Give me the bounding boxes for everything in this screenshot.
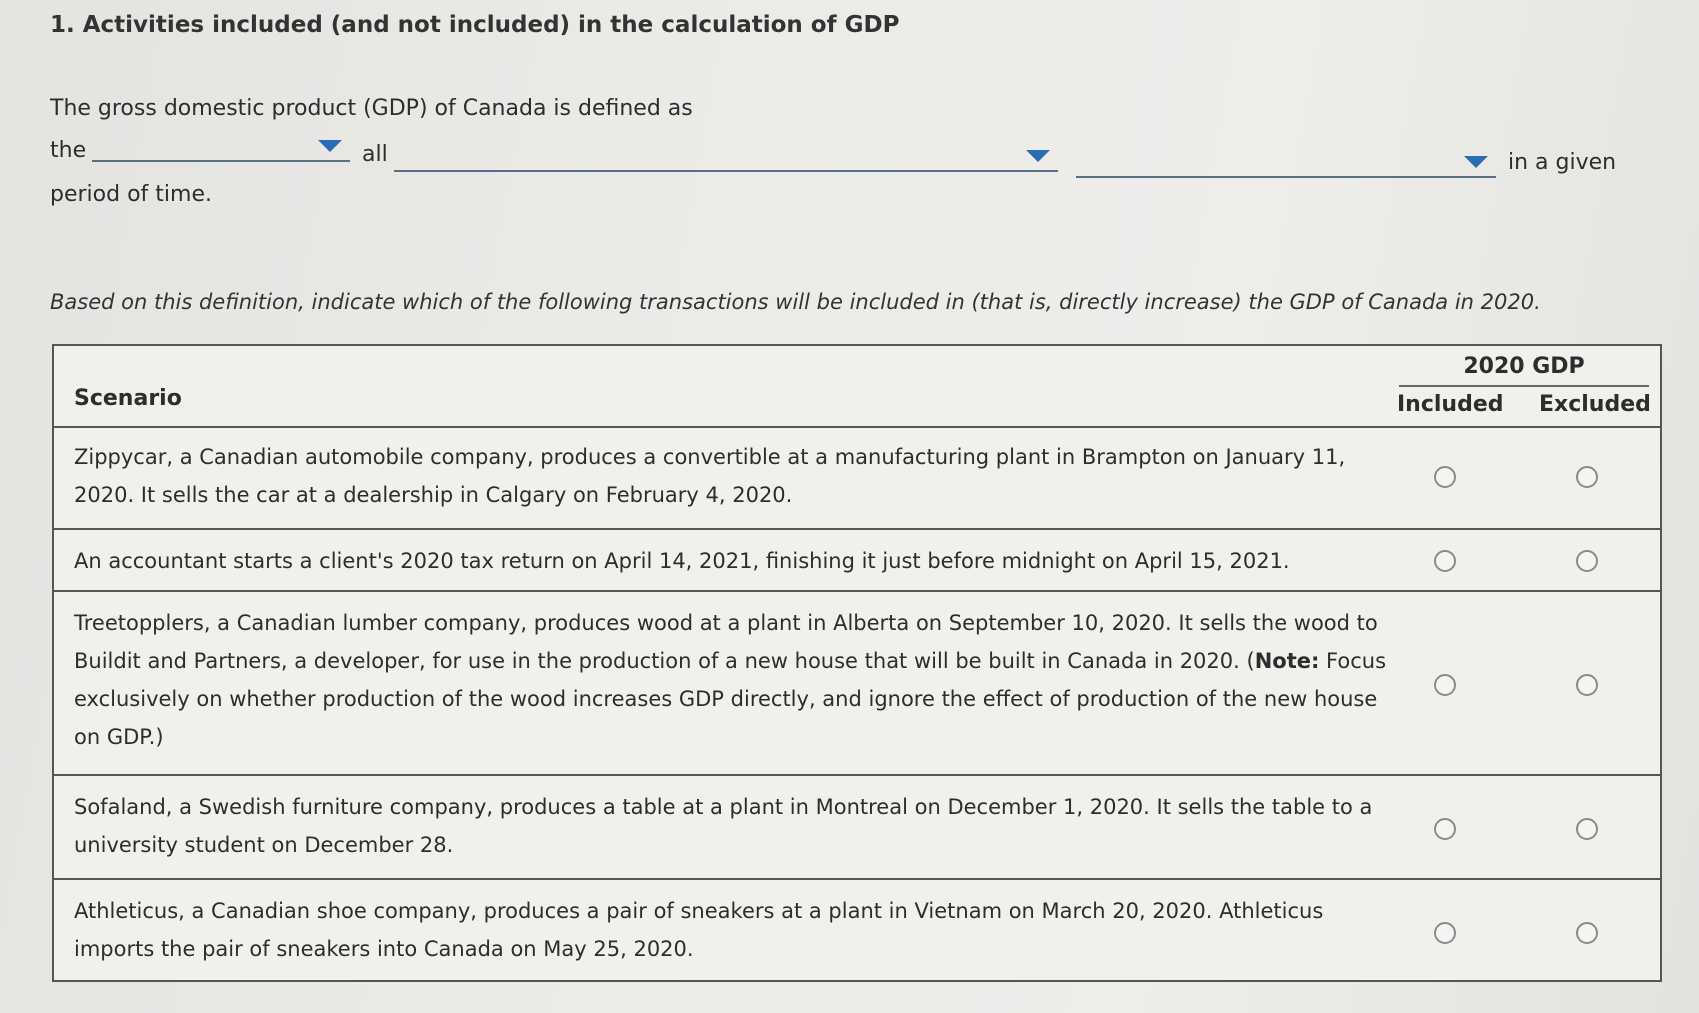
included-radio[interactable] [1434,922,1456,944]
excluded-header: Excluded [1539,392,1651,417]
note-label: Note: [1254,649,1320,673]
excluded-radio[interactable] [1576,922,1598,944]
gdp-table [52,344,1662,982]
table-header [54,346,1660,428]
scenario-text: An accountant starts a client's 2020 tax return on April 14, 2021, finishing it just before midnight on April 15, 2021. [74,549,1290,573]
scenario-text [74,604,1394,756]
included-radio[interactable] [1434,818,1456,840]
definition-dropdown-1[interactable] [92,130,350,162]
scenario-text-part: Treetopplers, a Canadian lumber company, produces wood at a plant in Alberta on September 10, 2020. It sells the wood to Buildit and Partners, a developer, for use in the production of a new house that will be built in Canada in 2020. ( [74,611,1378,673]
table-row [54,530,1660,592]
table-row [54,426,1660,530]
table-row [54,592,1660,776]
gdp-group-header: 2020 GDP [1399,354,1649,387]
included-radio[interactable] [1434,466,1456,488]
table-row [54,880,1660,980]
definition-word-in-given: in a given [1508,150,1617,175]
scenario-header: Scenario [74,386,182,411]
excluded-radio[interactable] [1576,550,1598,572]
definition-dropdown-2[interactable] [394,140,1058,172]
scenario-text: Zippycar, a Canadian automobile company, produces a convertible at a manufacturing plant in Brampton on January 11, 2020. It sells the car at a dealership in Calgary on February 4, 2020. [74,445,1346,507]
included-radio[interactable] [1434,674,1456,696]
caret-down-icon [318,140,342,152]
definition-word-the: the [50,138,87,163]
caret-down-icon [1464,156,1488,168]
excluded-radio[interactable] [1576,674,1598,696]
caret-down-icon [1026,150,1050,162]
definition-text: The gross domestic product (GDP) of Canada is defined as [50,96,693,121]
included-header: Included [1397,392,1504,417]
definition-dropdown-3[interactable] [1076,146,1496,178]
definition-word-all: all [362,142,388,167]
excluded-radio[interactable] [1576,466,1598,488]
scenario-text: Athleticus, a Canadian shoe company, produces a pair of sneakers at a plant in Vietnam on March 20, 2020. Athleticus imports the pair of sneakers into Canada on May 25, 2020. [74,899,1324,961]
included-radio[interactable] [1434,550,1456,572]
definition-word-period: period of time. [50,182,212,207]
table-row [54,776,1660,880]
instructions: Based on this definition, indicate which of the following transactions will be included in (that is, directly increase) the GDP of Canada in 2020. [50,290,1541,314]
scenario-text: Sofaland, a Swedish furniture company, produces a table at a plant in Montreal on December 1, 2020. It sells the table to a university student on December 28. [74,795,1373,857]
question-title: 1. Activities included (and not included) in the calculation of GDP [50,12,900,38]
scenario-text-part: Focus exclusively on whether production of the wood increases GDP directly, and ignore the effect of production of the new house on GDP.) [74,649,1387,749]
excluded-radio[interactable] [1576,818,1598,840]
